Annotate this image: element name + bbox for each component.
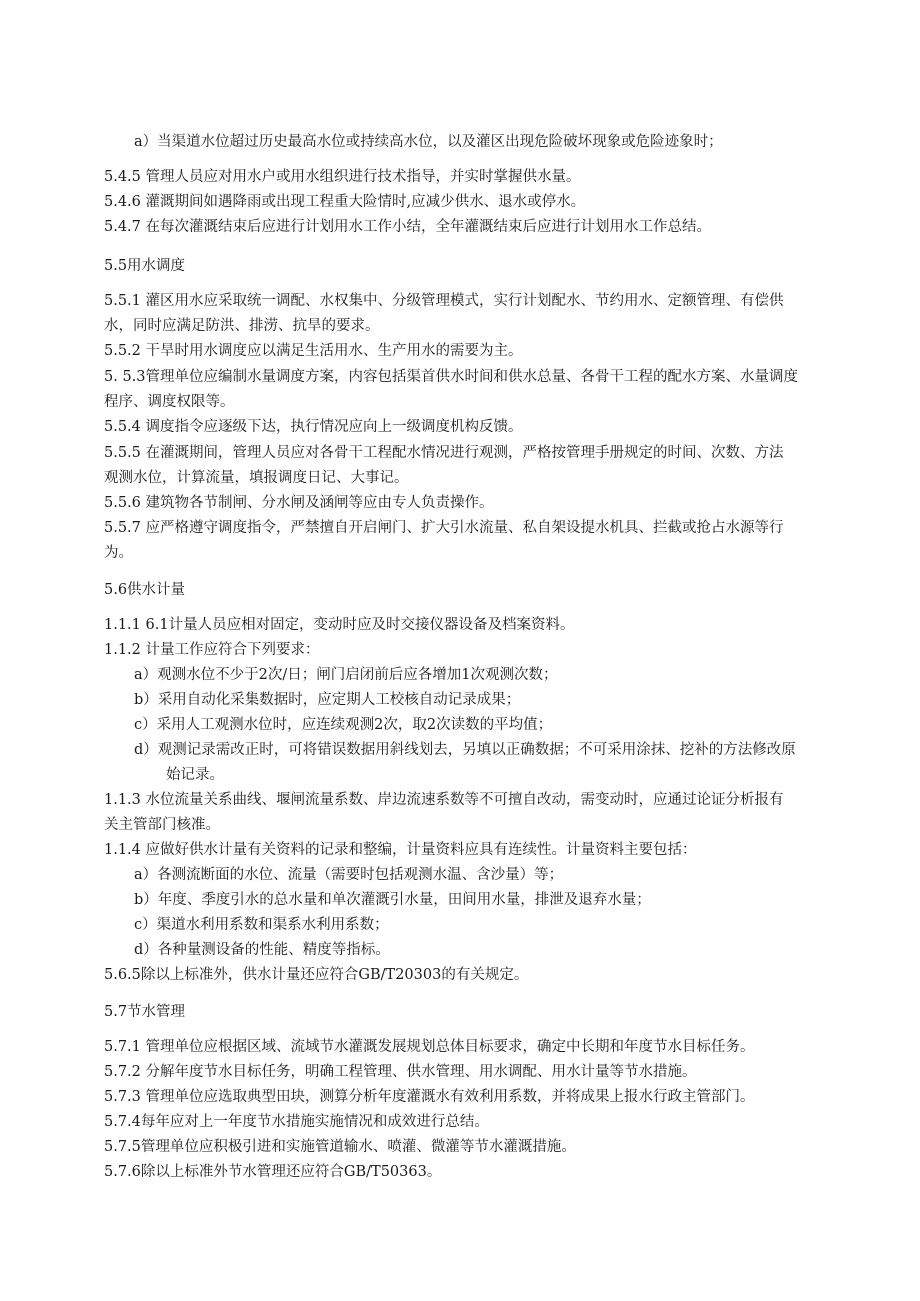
item-a-water-level-observation: a）观测水位不少于2次/日；闸门启闭前后应各增加1次观测次数；	[134, 667, 558, 683]
clause-1-1-3: 1.1.3 水位流量关系曲线、堰闸流量系数、岸边流速系数等不可擅自改动，需变动时，应通过论证分析报有	[104, 792, 784, 808]
clause-5-7-5: 5.7.5管理单位应积极引进和实施管道输水、喷灌、微灌等节水灌溉措施。	[104, 1139, 576, 1155]
clause-5-5-7: 5.5.7 应严格遵守调度指令，严禁擅自开启闸门、扩大引水流量、私自架设提水机具、拦截或抢占水源等行	[104, 520, 784, 536]
item-a-section-water-level: a）各测流断面的水位、流量（需要时包括观测水温、含沙量）等；	[134, 867, 564, 883]
clause-5-5-1-cont: 水，同时应满足防洪、排涝、抗旱的要求。	[104, 318, 380, 334]
item-d-device-performance: d）各种量测设备的性能、精度等指标。	[134, 942, 390, 958]
clause-1-1-1: 1.1.1 6.1计量人员应相对固定，变动时应及时交接仪器设备及档案资料。	[104, 617, 575, 633]
clause-5-7-2: 5.7.2 分解年度节水目标任务，明确工程管理、供水管理、用水调配、用水计量等节水措施。	[104, 1064, 697, 1080]
item-b-automatic-collection: b）采用自动化采集数据时，应定期人工校核自动记录成果；	[134, 692, 521, 708]
clause-5-7-4: 5.7.4每年应对上一年度节水措施实施情况和成效进行总结。	[104, 1114, 489, 1130]
clause-5-5-4: 5.5.4 调度指令应逐级下达，执行情况应向上一级调度机构反馈。	[104, 419, 523, 435]
clause-5-6-5: 5.6.5除以上标准外，供水计量还应符合GB/T20303的有关规定。	[104, 967, 529, 983]
item-b-annual-volume: b）年度、季度引水的总水量和单次灌溉引水量，田间用水量，排泄及退弃水量；	[134, 892, 651, 908]
clause-5-5-7-cont: 为。	[104, 545, 133, 561]
clause-5-5-5-cont: 观测水位，计算流量，填报调度日记、大事记。	[104, 470, 409, 486]
item-a-channel-water-level: a）当渠道水位超过历史最高水位或持续高水位，以及灌区出现危险破坏现象或危险迹象时；	[134, 134, 723, 150]
item-c-manual-observation: c）采用人工观测水位时，应连续观测2次，取2次读数的平均值；	[134, 717, 553, 733]
clause-5-7-1: 5.7.1 管理单位应根据区域、流域节水灌溉发展规划总体目标要求，确定中长期和年度节水目标任务。	[104, 1039, 755, 1055]
clause-5-4-6: 5.4.6 灌溉期间如遇降雨或出现工程重大险情时,应减少供水、退水或停水。	[104, 194, 586, 210]
clause-5-5-5: 5.5.5 在灌溉期间，管理人员应对各骨干工程配水情况进行观测，严格按管理手册规定的时间、次数、方法	[104, 445, 784, 461]
clause-5-7-6: 5.7.6除以上标准外节水管理还应符合GB/T50363。	[104, 1164, 442, 1180]
clause-5-4-7: 5.4.7 在每次灌溉结束后应进行计划用水工作小结，全年灌溉结束后应进行计划用水工作总结。	[104, 219, 711, 235]
section-heading-5-7: 5.7节水管理	[104, 1004, 186, 1020]
clause-5-4-5: 5.4.5 管理人员应对用水户或用水组织进行技术指导，并实时掌握供水量。	[104, 169, 581, 185]
clause-5-5-1: 5.5.1 灌区用水应采取统一调配、水权集中、分级管理模式，实行计划配水、节约用水、定额管理、有偿供	[104, 293, 784, 309]
section-heading-5-6: 5.6供水计量	[104, 582, 186, 598]
item-d-record-correction-cont: 始记录。	[166, 767, 224, 783]
clause-5-5-2: 5.5.2 干旱时用水调度应以满足生活用水、生产用水的需要为主。	[104, 343, 523, 359]
clause-5-5-6: 5.5.6 建筑物各节制闸、分水闸及涵闸等应由专人负责操作。	[104, 495, 494, 511]
clause-1-1-4: 1.1.4 应做好供水计量有关资料的记录和整编，计量资料应具有连续性。计量资料主要包括：	[104, 842, 697, 858]
clause-1-1-3-cont: 关主管部门核准。	[104, 817, 220, 833]
clause-5-7-3: 5.7.3 管理单位应选取典型田块，测算分析年度灌溉水有效利用系数，并将成果上报水行政主管部门。	[104, 1089, 755, 1105]
clause-5-5-3-cont: 程序、调度权限等。	[104, 394, 235, 410]
item-d-record-correction: d）观测记录需改正时，可将错误数据用斜线划去，另填以正确数据；不可采用涂抹、挖补的方法修改原	[134, 742, 796, 758]
clause-1-1-2: 1.1.2 计量工作应符合下列要求：	[104, 642, 320, 658]
section-heading-5-5: 5.5用水调度	[104, 258, 186, 274]
item-c-utilization-coefficient: c）渠道水利用系数和渠系水利用系数；	[134, 917, 389, 933]
clause-5-5-3: 5. 5.3管理单位应编制水量调度方案，内容包括渠首供水时间和供水总量、各骨干工程的配水方案、水量调度	[104, 369, 798, 385]
